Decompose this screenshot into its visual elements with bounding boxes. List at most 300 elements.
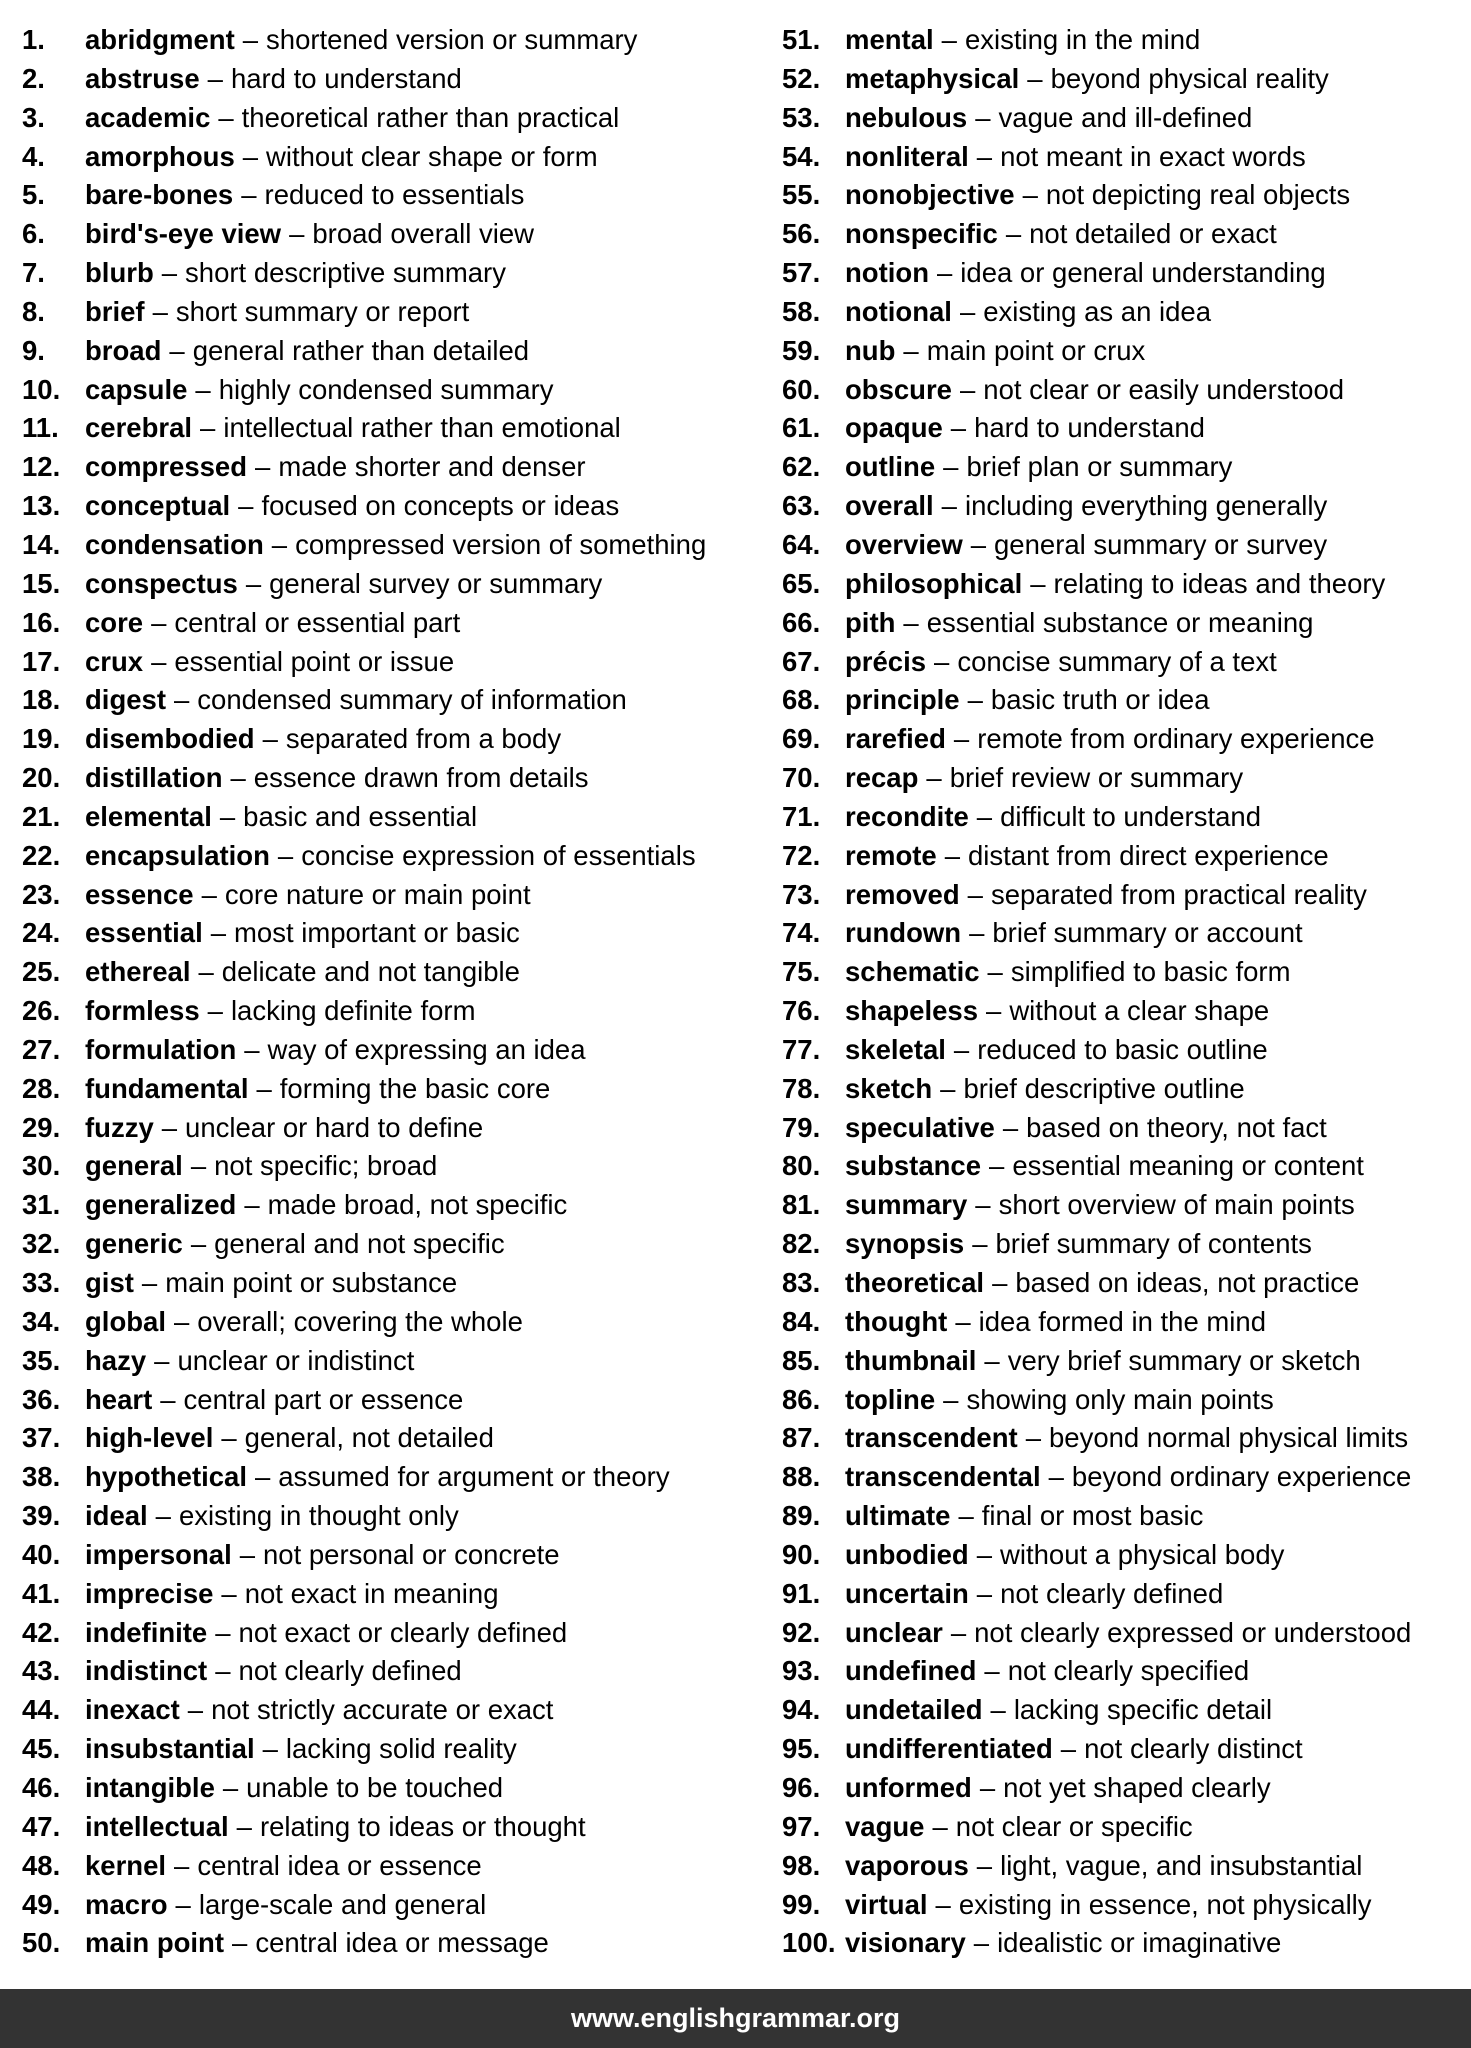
item-definition: general survey or summary [269,567,603,599]
item-term: shapeless [845,995,979,1027]
item-term: abridgment [85,24,235,55]
list-item [22,138,762,177]
item-separator: – [190,1150,207,1182]
item-definition: idealistic or imaginative [997,1927,1282,1959]
item-separator: – [190,1228,207,1260]
list-item [22,332,762,371]
list-item [782,1264,1462,1303]
item-definition: focused on concepts or ideas [261,490,620,522]
item-separator: – [1048,1461,1064,1493]
item-number: 47. [22,1810,61,1842]
list-item [782,1614,1462,1653]
item-definition: idea formed in the mind [978,1305,1266,1337]
item-number: 42. [22,1616,61,1648]
item-separator: – [152,295,168,327]
item-separator: – [934,645,950,677]
item-term: substance [845,1150,982,1182]
item-number: 15. [22,567,61,599]
item-separator: – [161,1111,178,1143]
list-item [782,1691,1462,1730]
item-term: vaporous [845,1849,969,1881]
item-definition: separated from practical reality [990,878,1367,910]
list-item [782,876,1462,915]
list-item [22,293,762,332]
item-separator: – [953,1033,970,1065]
item-term: virtual [845,1888,928,1920]
list-item [22,604,762,643]
item-separator: – [958,1500,974,1532]
item-definition: showing only main points [966,1383,1274,1415]
item-definition: short overview of main points [998,1189,1355,1221]
item-separator: – [926,762,942,794]
list-item [22,176,762,215]
item-separator: – [218,101,234,133]
item-number: 96. [782,1771,821,1803]
item-definition: general, not detailed [244,1422,494,1454]
list-item [782,1652,1462,1691]
item-term: removed [845,878,960,910]
item-term: conceptual [85,490,231,522]
list-item [782,409,1462,448]
item-definition: existing as an idea [983,295,1212,327]
item-definition: brief descriptive outline [963,1072,1245,1104]
item-definition: not exact in meaning [244,1577,499,1609]
item-number: 70. [782,762,821,794]
item-separator: – [941,24,957,55]
item-separator: – [141,1267,158,1298]
item-separator: – [221,1422,237,1454]
list-item [782,293,1462,332]
item-definition: difficult to understand [1000,800,1261,832]
item-number: 100. [782,1927,836,1959]
item-term: essence [85,878,194,910]
list-item [782,1575,1462,1614]
item-definition: reduced to essentials [264,179,525,211]
item-term: theoretical [845,1267,985,1298]
item-separator: – [198,956,214,988]
item-number: 55. [782,179,821,211]
item-separator: – [975,1189,991,1221]
list-item [782,176,1462,215]
item-number: 3. [22,101,45,133]
item-term: nebulous [845,101,968,133]
item-definition: not exact or clearly defined [238,1616,568,1648]
item-number: 7. [22,257,45,289]
item-definition: brief summary of contents [995,1228,1312,1260]
item-number: 85. [782,1344,821,1376]
item-number: 72. [782,839,821,871]
item-number: 58. [782,295,821,327]
item-term: précis [845,645,927,677]
item-separator: – [1005,218,1022,250]
item-number: 23. [22,878,61,910]
list-item [22,837,762,876]
item-separator: – [232,1927,248,1959]
footer-website-link[interactable]: www.englishgrammar.org [570,2003,901,2033]
item-number: 2. [22,62,45,94]
item-term: synopsis [845,1228,965,1260]
list-item [22,1730,762,1769]
item-separator: – [950,412,967,444]
item-number: 32. [22,1228,61,1260]
item-separator: – [262,1733,278,1765]
list-item [782,1808,1462,1847]
item-separator: – [990,1694,1006,1726]
list-item [22,1147,762,1186]
item-number: 74. [782,917,821,949]
item-term: general [85,1150,183,1182]
item-separator: – [943,451,959,483]
item-definition: beyond normal physical limits [1048,1422,1409,1454]
item-term: generalized [85,1189,237,1221]
item-number: 17. [22,645,61,677]
item-definition: relating to ideas and theory [1053,567,1386,599]
item-number: 31. [22,1189,61,1221]
list-item [22,487,762,526]
item-term: high-level [85,1422,214,1454]
item-definition: short summary or report [175,295,470,327]
item-term: visionary [845,1927,966,1959]
item-separator: – [174,1849,190,1881]
item-definition: large-scale and general [198,1888,487,1920]
item-separator: – [935,1888,951,1920]
item-definition: not clearly distinct [1084,1733,1303,1765]
item-number: 80. [782,1150,821,1182]
item-separator: – [173,684,190,716]
list-item [22,448,762,487]
list-item [22,681,762,720]
item-term: transcendent [845,1422,1018,1454]
item-term: conspectus [85,567,238,599]
item-definition: basic truth or idea [990,684,1210,716]
list-item [782,798,1462,837]
item-number: 64. [782,528,821,560]
item-definition: not depicting real objects [1045,179,1351,211]
item-definition: unable to be touched [246,1771,504,1803]
item-definition: existing in the mind [964,24,1201,55]
item-number: 49. [22,1888,61,1920]
item-number: 13. [22,490,61,522]
item-separator: – [230,762,246,794]
item-separator: – [959,373,976,405]
item-number: 73. [782,878,821,910]
item-separator: – [161,257,178,289]
item-separator: – [187,1694,204,1726]
item-term: transcendental [845,1461,1041,1493]
item-number: 4. [22,140,45,172]
list-item [782,60,1462,99]
item-term: fundamental [85,1072,249,1104]
list-item [22,1691,762,1730]
list-item [782,1225,1462,1264]
list-item [782,643,1462,682]
item-number: 29. [22,1111,61,1143]
item-term: essential [85,917,203,949]
item-term: uncertain [845,1577,969,1609]
item-number: 77. [782,1033,821,1065]
item-number: 98. [782,1849,821,1881]
item-definition: not personal or concrete [263,1538,560,1570]
item-term: unclear [845,1616,943,1648]
item-term: blurb [85,257,154,289]
item-definition: relating to ideas or thought [259,1810,586,1842]
item-number: 8. [22,295,45,327]
item-number: 46. [22,1771,61,1803]
item-separator: – [932,1810,948,1842]
item-number: 63. [782,490,821,522]
item-number: 36. [22,1383,61,1415]
item-separator: – [967,878,983,910]
item-term: overview [845,528,963,560]
list-item [782,99,1462,138]
item-definition: not clear or easily understood [983,373,1345,405]
item-separator: – [245,567,262,599]
item-term: crux [85,645,144,677]
word-list-column-right [782,21,1462,1963]
list-item [782,1147,1462,1186]
item-number: 26. [22,995,61,1027]
list-item [22,914,762,953]
item-separator: – [239,1538,256,1570]
item-separator: – [969,917,985,949]
item-definition: not clearly defined [238,1655,462,1687]
list-item [782,487,1462,526]
item-term: undefined [845,1655,977,1687]
item-separator: – [1060,1733,1077,1765]
item-separator: – [277,839,294,871]
item-definition: short descriptive summary [185,257,506,289]
item-number: 37. [22,1422,61,1454]
item-term: intangible [85,1771,215,1803]
item-number: 11. [22,412,59,444]
item-term: nonobjective [845,179,1015,211]
item-separator: – [1030,567,1046,599]
list-item [782,448,1462,487]
item-number: 14. [22,528,61,560]
item-separator: – [195,373,211,405]
item-separator: – [241,179,257,211]
item-definition: lacking definite form [230,995,476,1027]
list-item [782,1070,1462,1109]
item-separator: – [970,528,987,560]
item-definition: not clearly specified [1007,1655,1250,1687]
item-term: principle [845,684,960,716]
item-term: disembodied [85,723,255,755]
item-definition: based on ideas, not practice [1015,1267,1360,1298]
item-term: schematic [845,956,980,988]
item-term: rarefied [845,723,946,755]
item-number: 61. [782,412,821,444]
list-item [782,1924,1462,1963]
item-number: 67. [782,645,821,677]
list-item [782,681,1462,720]
item-separator: – [989,1150,1005,1182]
item-number: 56. [782,218,821,250]
item-definition: overall; covering the whole [197,1305,523,1337]
list-item [22,720,762,759]
item-separator: – [976,1849,993,1881]
item-number: 65. [782,567,821,599]
list-item [22,1924,762,1963]
list-item [782,1381,1462,1420]
list-item [782,215,1462,254]
item-term: inexact [85,1694,180,1726]
item-definition: not specific; broad [214,1150,438,1182]
item-separator: – [940,1072,956,1104]
list-item [22,1652,762,1691]
item-number: 97. [782,1810,821,1842]
item-separator: – [215,1616,231,1648]
item-definition: compressed version of something [295,528,707,560]
list-item [782,1303,1462,1342]
list-item [22,215,762,254]
item-term: rundown [845,917,962,949]
item-number: 83. [782,1267,821,1298]
list-item [22,1419,762,1458]
item-term: vague [845,1810,925,1842]
item-definition: essence drawn from details [253,762,589,794]
item-definition: hard to understand [974,412,1205,444]
list-item [782,1847,1462,1886]
list-item [22,21,762,60]
list-item [22,371,762,410]
item-number: 39. [22,1500,61,1532]
item-number: 76. [782,995,821,1027]
list-item [22,1769,762,1808]
item-separator: – [986,995,1002,1027]
list-item [22,1614,762,1653]
list-item [22,1847,762,1886]
item-number: 52. [782,62,821,94]
item-term: undetailed [845,1694,983,1726]
list-item [782,138,1462,177]
item-separator: – [943,1383,959,1415]
item-definition: not meant in exact words [1000,140,1306,172]
item-definition: main point or substance [165,1267,458,1298]
item-separator: – [903,606,919,638]
item-separator: – [953,723,970,755]
item-separator: – [221,1577,237,1609]
list-item [782,1031,1462,1070]
item-separator: – [154,1344,170,1376]
item-number: 33. [22,1267,61,1298]
item-definition: existing in essence, not physically [958,1888,1372,1920]
list-item [782,720,1462,759]
item-number: 90. [782,1538,821,1570]
item-term: encapsulation [85,839,270,871]
item-definition: central or essential part [174,606,461,638]
item-number: 81. [782,1189,821,1221]
item-separator: – [984,1655,1000,1687]
item-term: mental [845,24,934,55]
item-separator: – [979,1771,996,1803]
item-number: 44. [22,1694,61,1726]
item-definition: intellectual rather than emotional [223,412,621,444]
list-item [22,1886,762,1925]
item-number: 60. [782,373,821,405]
item-definition: highly condensed summary [218,373,554,405]
item-separator: – [967,684,983,716]
list-item [22,876,762,915]
item-number: 95. [782,1733,821,1765]
item-separator: – [955,1305,971,1337]
item-separator: – [987,956,1003,988]
item-number: 99. [782,1888,821,1920]
item-separator: – [1025,1422,1041,1454]
item-number: 25. [22,956,61,988]
item-number: 86. [782,1383,821,1415]
item-definition: reduced to basic outline [977,1033,1268,1065]
item-number: 93. [782,1655,821,1687]
list-item [782,1497,1462,1536]
item-term: hazy [85,1344,147,1376]
list-item [782,332,1462,371]
item-separator: – [151,606,167,638]
list-item [782,1109,1462,1148]
item-number: 66. [782,606,821,638]
item-term: digest [85,684,166,716]
item-separator: – [244,1033,260,1065]
item-term: cerebral [85,412,193,444]
item-definition: essential meaning or content [1012,1150,1364,1182]
item-number: 59. [782,334,821,366]
item-definition: beyond physical reality [1050,62,1329,94]
footer-bar [0,1989,1471,2048]
item-definition: without clear shape or form [266,140,598,172]
item-number: 82. [782,1228,821,1260]
item-term: formless [85,995,200,1027]
item-term: nub [845,334,896,366]
item-number: 50. [22,1927,61,1959]
item-number: 6. [22,218,45,250]
list-item [22,565,762,604]
list-item [782,1419,1462,1458]
item-definition: vague and ill-defined [998,101,1253,133]
item-number: 79. [782,1111,821,1143]
item-separator: – [976,800,993,832]
item-number: 54. [782,140,821,172]
item-definition: not detailed or exact [1029,218,1277,250]
item-definition: way of expressing an idea [267,1033,586,1065]
item-term: fuzzy [85,1111,154,1143]
list-item [782,1458,1462,1497]
item-term: outline [845,451,936,483]
item-separator: – [976,1538,993,1570]
item-term: thumbnail [845,1344,977,1376]
list-item [782,526,1462,565]
item-definition: existing in thought only [178,1500,459,1532]
item-number: 19. [22,723,61,755]
item-term: amorphous [85,140,235,172]
item-term: heart [85,1383,153,1415]
item-separator: – [1027,62,1043,94]
item-definition: essential point or issue [174,645,455,677]
item-separator: – [972,1228,988,1260]
list-item [22,254,762,293]
item-term: kernel [85,1849,167,1881]
item-definition: theoretical rather than practical [241,101,620,133]
item-definition: central part or essence [183,1383,464,1415]
item-separator: – [975,101,991,133]
item-separator: – [207,995,223,1027]
item-separator: – [169,334,185,366]
list-item [22,1264,762,1303]
item-term: ideal [85,1500,148,1532]
item-separator: – [222,1771,239,1803]
list-item [782,1769,1462,1808]
list-item [22,1575,762,1614]
item-number: 18. [22,684,61,716]
